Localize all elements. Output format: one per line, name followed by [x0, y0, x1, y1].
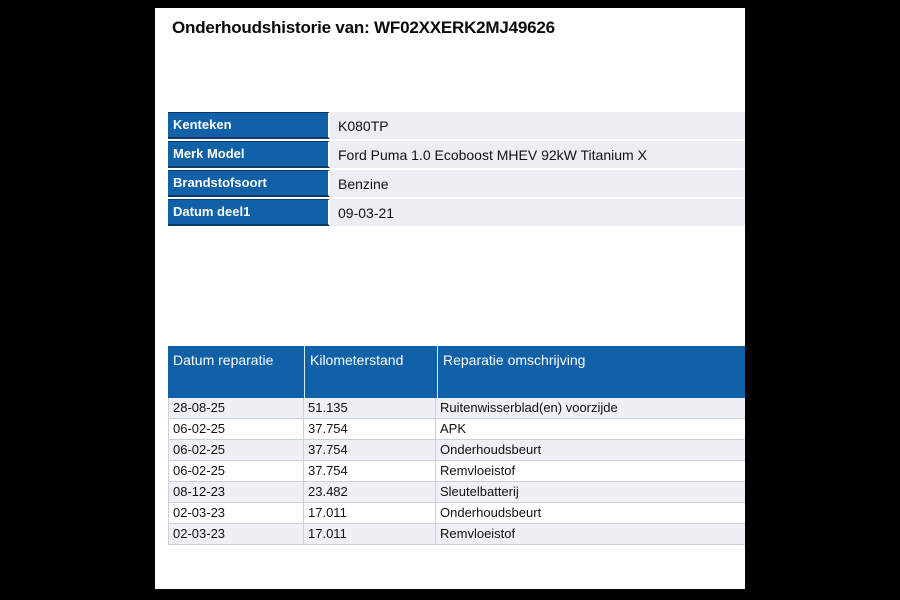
cell-kilometerstand: 23.482 — [304, 482, 436, 502]
cell-datum: 02-03-23 — [169, 503, 304, 523]
cell-omschrijving: Onderhoudsbeurt — [440, 505, 542, 520]
vehicle-info-row — [168, 199, 745, 226]
cell-omschrijving: Ruitenwisserblad(en) voorzijde — [440, 400, 618, 415]
info-label-datum-deel1: Datum deel1 — [168, 199, 330, 226]
table-row — [169, 398, 745, 419]
table-row — [169, 419, 745, 440]
vehicle-info-table — [168, 112, 745, 228]
table-row — [169, 461, 745, 482]
table-body — [168, 398, 745, 545]
info-value-merk-model: Ford Puma 1.0 Ecoboost MHEV 92kW Titanium X — [330, 141, 745, 168]
repair-history-table — [168, 346, 745, 545]
page-title: Onderhoudshistorie van: WF02XXERK2MJ49626 — [172, 18, 555, 37]
info-value-datum-deel1: 09-03-21 — [330, 199, 745, 226]
cell-omschrijving: Remvloeistof — [440, 463, 516, 478]
cell-kilometerstand: 17.011 — [304, 524, 436, 544]
cell-kilometerstand: 37.754 — [304, 461, 436, 481]
table-row — [169, 440, 745, 461]
info-value-brandstofsoort: Benzine — [330, 170, 745, 197]
cell-datum: 02-03-23 — [169, 524, 304, 544]
cell-datum: 06-02-25 — [169, 461, 304, 481]
table-row — [169, 503, 745, 524]
table-header-row — [168, 346, 745, 398]
table-row — [169, 482, 745, 503]
info-label-merk-model: Merk Model — [168, 141, 330, 168]
vehicle-info-row — [168, 141, 745, 168]
cell-datum: 28-08-25 — [169, 398, 304, 418]
column-header-kilometerstand: Kilometerstand — [304, 346, 437, 398]
cell-omschrijving: Onderhoudsbeurt — [440, 442, 542, 457]
vehicle-info-row — [168, 112, 745, 139]
cell-omschrijving: Remvloeistof — [440, 526, 516, 541]
cell-datum: 06-02-25 — [169, 419, 304, 439]
cell-omschrijving: APK — [440, 421, 467, 436]
cell-kilometerstand: 51.135 — [304, 398, 436, 418]
column-header-datum-reparatie: Datum reparatie — [173, 352, 274, 368]
table-row — [169, 524, 745, 545]
info-value-kenteken: K080TP — [330, 112, 745, 139]
info-label-brandstofsoort: Brandstofsoort — [168, 170, 330, 197]
cell-kilometerstand: 37.754 — [304, 419, 436, 439]
cell-kilometerstand: 17.011 — [304, 503, 436, 523]
report-page — [155, 8, 745, 589]
cell-datum: 08-12-23 — [169, 482, 304, 502]
vehicle-info-row — [168, 170, 745, 197]
cell-omschrijving: Sleutelbatterij — [440, 484, 519, 499]
info-label-kenteken: Kenteken — [168, 112, 330, 139]
cell-datum: 06-02-25 — [169, 440, 304, 460]
column-header-reparatie-omschrijving: Reparatie omschrijving — [437, 346, 745, 398]
cell-kilometerstand: 37.754 — [304, 440, 436, 460]
